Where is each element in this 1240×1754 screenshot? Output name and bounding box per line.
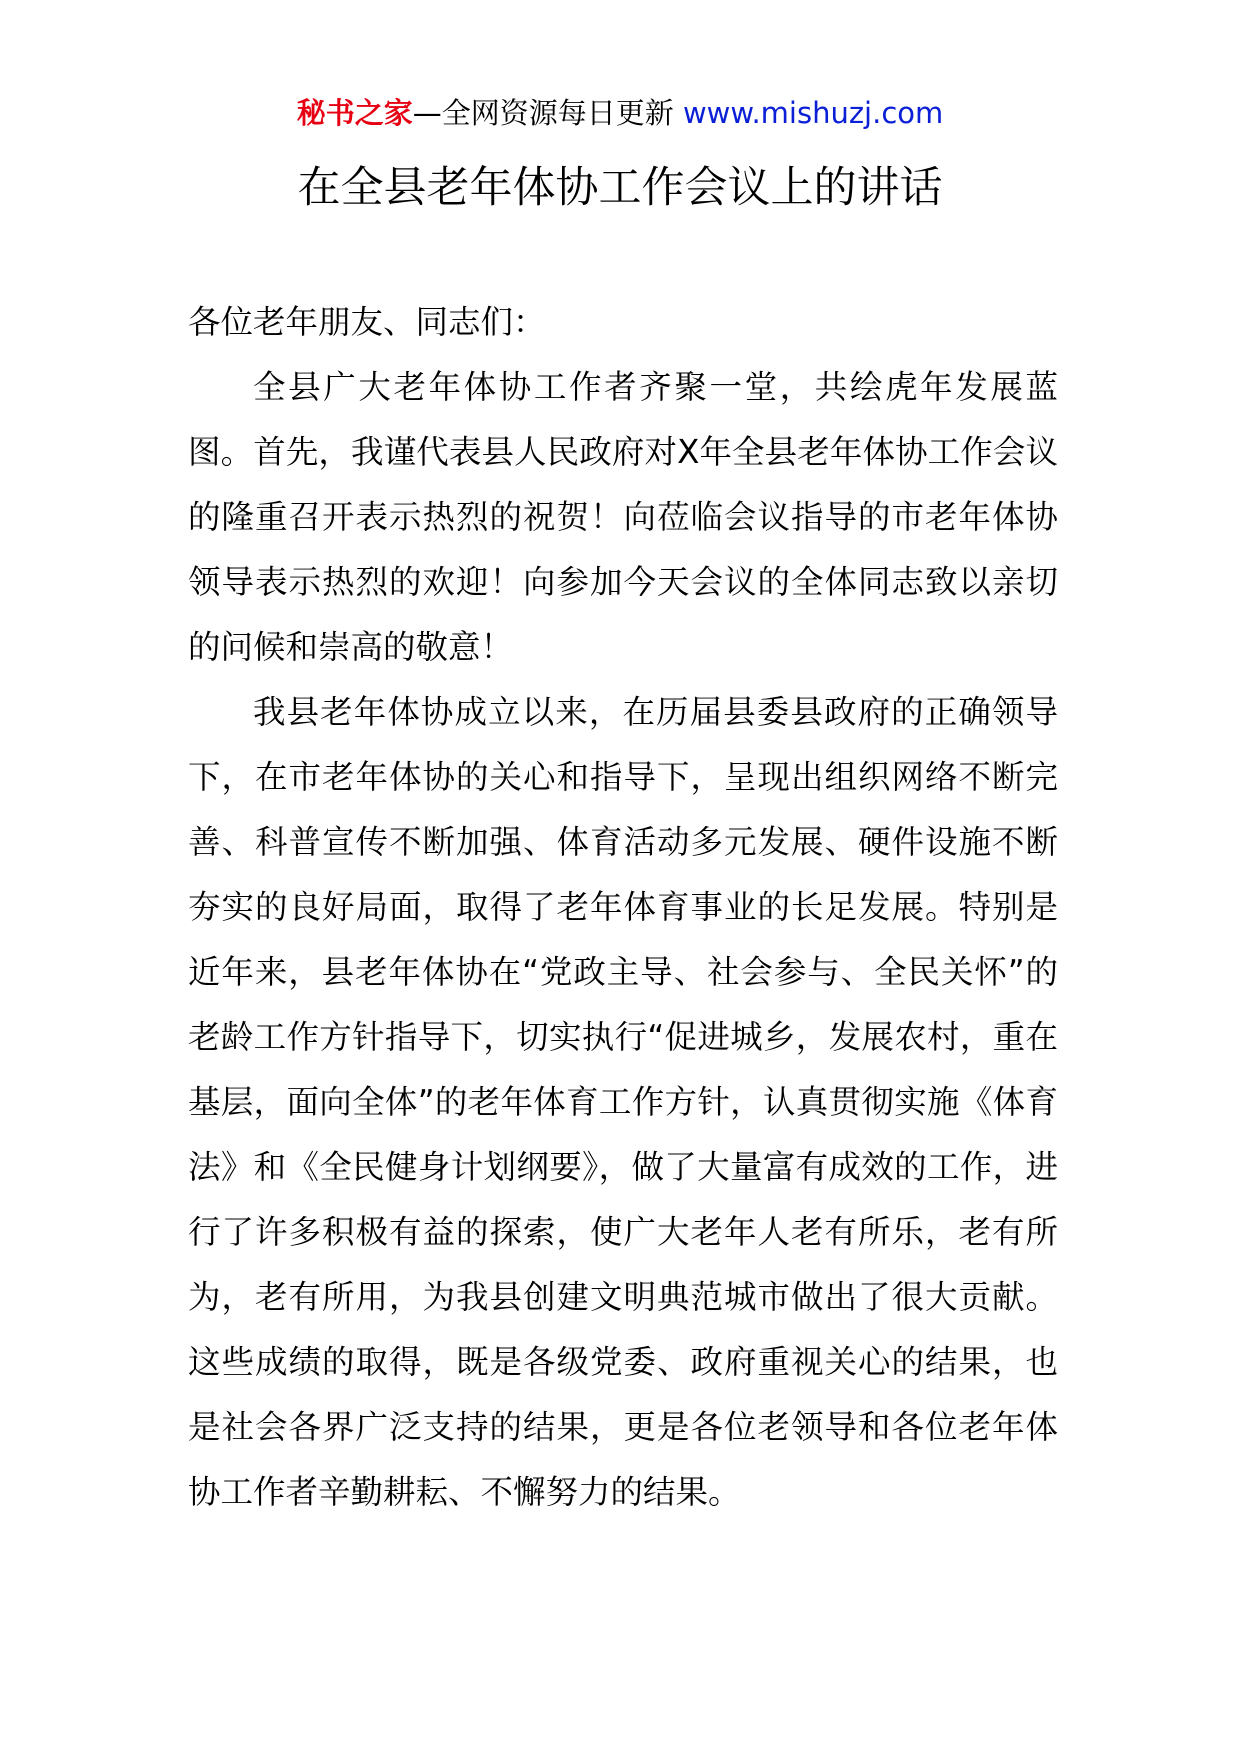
site-tagline: —全网资源每日更新 (412, 96, 683, 130)
site-header (0, 94, 1240, 132)
paragraph-achievements: 我县老年体协成立以来，在历届县委县政府的正确领导下，在市老年体协的关心和指导下，呈现出组织网络不断完善、科普宣传不断加强、体育活动多元发展、硬件设施不断夯实的良好局面，取得了老年体育事业的长足发展。特别是近年来，县老年体协在“党政主导、社会参与、全民关怀”的老龄工作方针指导下，切实执行“促进城乡，发展农村，重在基层，面向全体”的老年体育工作方针，认真贯彻实施《体育法》和《全民健身计划纲要》，做了大量富有成效的工作，进行了许多积极有益的探索，使广大老年人老有所乐，老有所为，老有所用，为我县创建文明典范城市做出了很大贡献。这些成绩的取得，既是各级党委、政府重视关心的结果，也是社会各界广泛支持的结果，更是各位老领导和各位老年体协工作者辛勤耕耘、不懈努力的结果。 (188, 693, 1058, 1511)
paragraph-opening: 全县广大老年体协工作者齐聚一堂，共绘虎年发展蓝图。首先，我谨代表县人民政府对X年全县老年体协工作会议的隆重召开表示热烈的祝贺！向莅临会议指导的市老年体协领导表示热烈的欢迎！向参加今天会议的全体同志致以亲切的问候和崇高的敬意！ (188, 368, 1058, 666)
site-url-link[interactable]: www.mishuzj.com (682, 96, 944, 130)
salutation: 各位老年朋友、同志们： (188, 303, 546, 341)
document-title: 在全县老年体协工作会议上的讲话 (297, 163, 943, 213)
site-brand-name: 秘书之家 (296, 96, 413, 130)
document-body (188, 290, 1058, 1525)
